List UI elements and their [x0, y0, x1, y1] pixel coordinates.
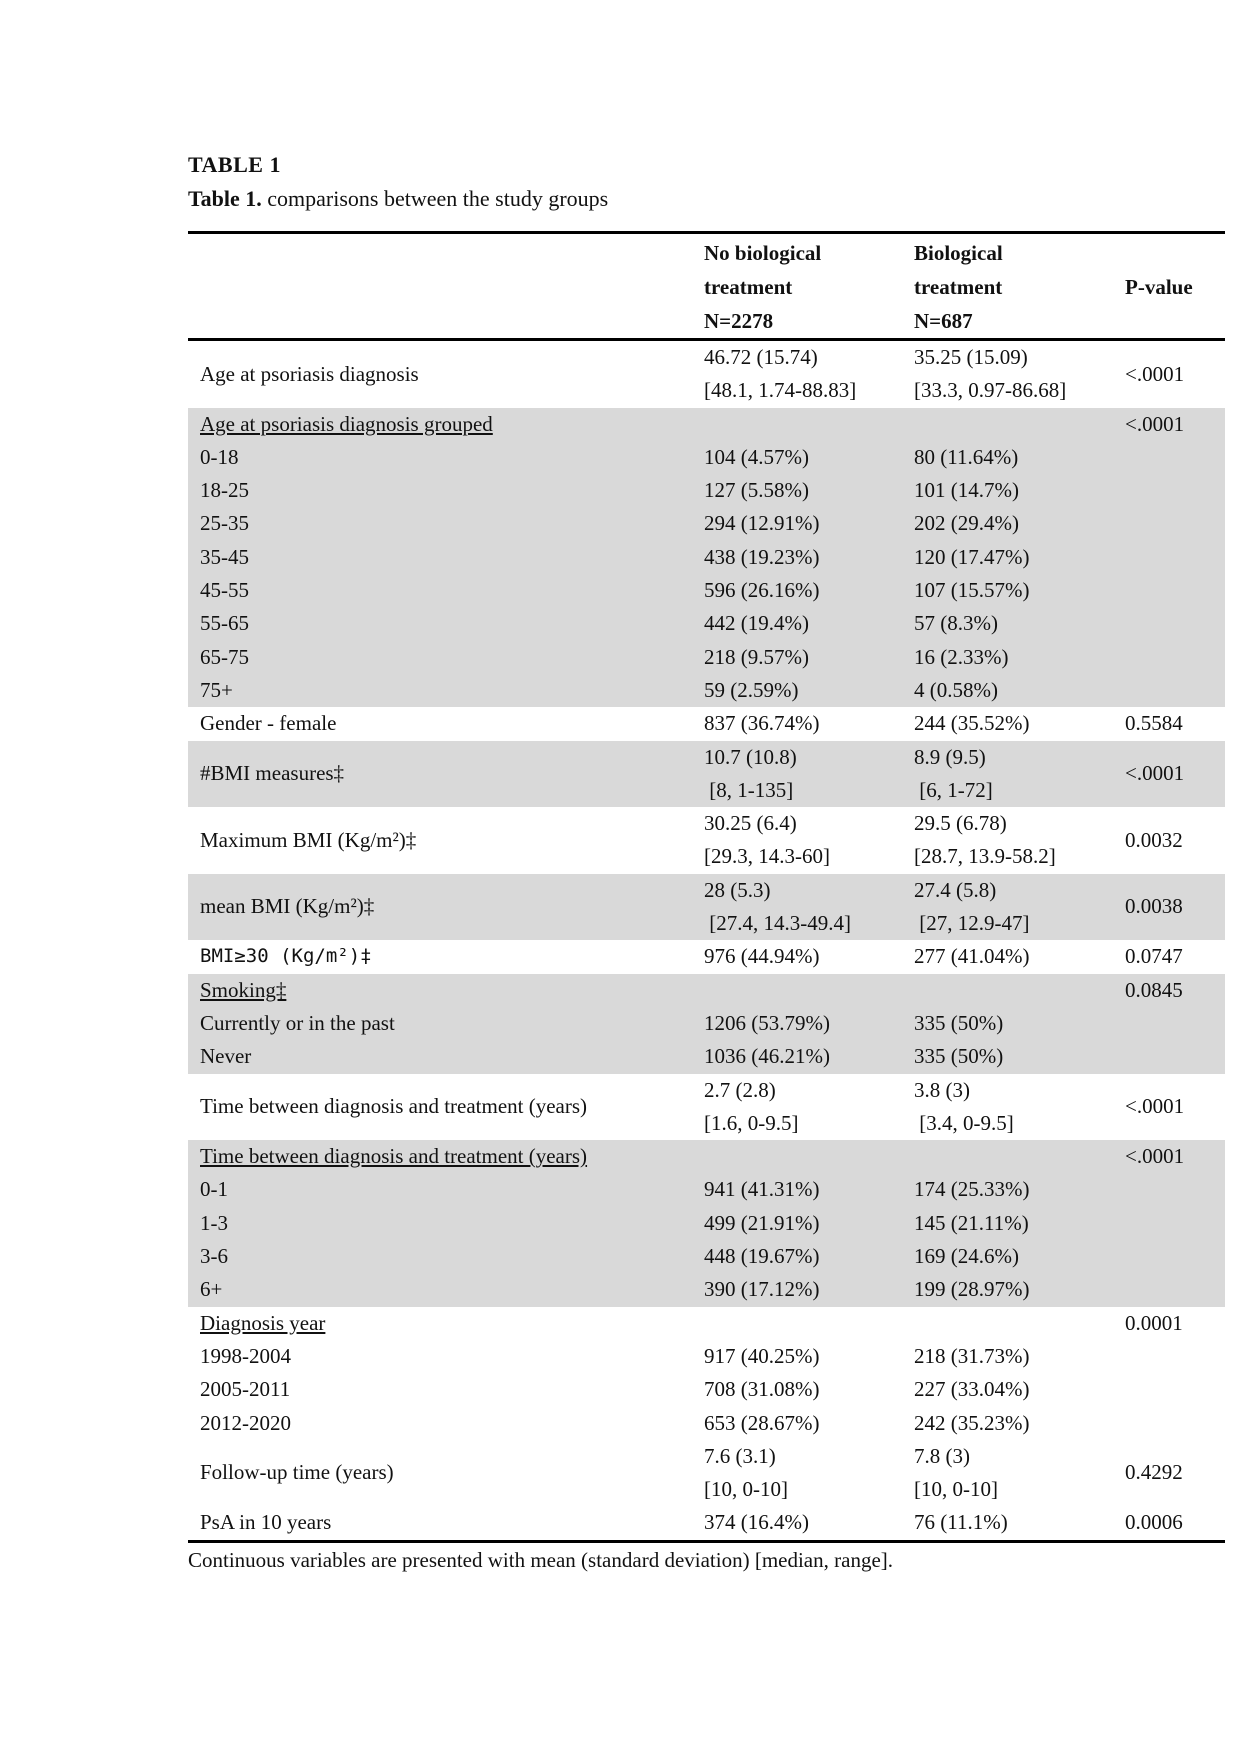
table-row — [188, 807, 1225, 874]
row-label: Diagnosis year — [200, 1310, 326, 1335]
row-label: Time between diagnosis and treatment (years) — [200, 1094, 588, 1119]
cell-pvalue: 0.0747 — [1125, 944, 1183, 969]
table-row — [188, 541, 1225, 574]
row-label: Never — [200, 1044, 252, 1069]
table-label: TABLE 1 — [188, 152, 281, 177]
cell-biological: 145 (21.11%) — [914, 1210, 1029, 1235]
table-row — [188, 1173, 1225, 1206]
cell-no-biological: 1036 (46.21%) — [704, 1044, 830, 1069]
table-section — [188, 807, 1225, 874]
table-row — [188, 341, 1225, 408]
row-label: 1998-2004 — [200, 1343, 291, 1368]
cell-pvalue: 0.4292 — [1125, 1460, 1183, 1485]
table-row — [188, 1440, 1225, 1507]
table-row — [188, 674, 1225, 707]
cell-no-biological: 917 (40.25%) — [704, 1343, 820, 1368]
cell-biological: 202 (29.4%) — [914, 511, 1019, 536]
cell-biological: [10, 0-10] — [914, 1477, 998, 1502]
comparison-table — [188, 231, 1225, 1543]
table-title-bold: Table 1. — [188, 186, 262, 211]
cell-pvalue: 0.0038 — [1125, 894, 1183, 919]
row-label: 65-75 — [200, 644, 249, 669]
cell-no-biological: 837 (36.74%) — [704, 711, 820, 736]
cell-biological: [3.4, 0-9.5] — [914, 1110, 1014, 1135]
cell-no-biological: [29.3, 14.3-60] — [704, 844, 830, 869]
table-header — [188, 234, 1225, 341]
row-label: BMI≥30 (Kg/m²)‡ — [200, 945, 372, 968]
cell-biological: 80 (11.64%) — [914, 444, 1019, 469]
cell-biological: 76 (11.1%) — [914, 1510, 1008, 1535]
table-section — [188, 1074, 1225, 1141]
row-label: 2012-2020 — [200, 1410, 291, 1435]
row-label: #BMI measures‡ — [200, 761, 345, 786]
cell-biological: 218 (31.73%) — [914, 1343, 1030, 1368]
row-label: Follow-up time (years) — [200, 1460, 394, 1485]
cell-pvalue: 0.0001 — [1125, 1310, 1183, 1335]
row-label: Age at psoriasis diagnosis grouped — [200, 411, 493, 436]
cell-biological: 227 (33.04%) — [914, 1377, 1030, 1402]
header-line: N=2278 — [704, 309, 774, 333]
cell-biological: 57 (8.3%) — [914, 611, 998, 636]
table-row — [188, 574, 1225, 607]
table-row — [188, 1040, 1225, 1073]
row-label: Currently or in the past — [200, 1010, 395, 1035]
cell-pvalue: 0.0032 — [1125, 827, 1183, 852]
cell-no-biological: 390 (17.12%) — [704, 1277, 820, 1302]
table-section — [188, 1307, 1225, 1440]
table-section — [188, 974, 1225, 1074]
table-section — [188, 707, 1225, 740]
table-title-text: comparisons between the study groups — [261, 186, 609, 211]
header-pvalue: P-value — [1125, 275, 1193, 299]
cell-biological: [33.3, 0.97-86.68] — [914, 378, 1067, 403]
table-row — [188, 1240, 1225, 1273]
table-row — [188, 408, 1225, 441]
cell-pvalue: <.0001 — [1125, 1144, 1185, 1169]
table-row — [188, 441, 1225, 474]
cell-pvalue: <.0001 — [1125, 1094, 1185, 1119]
cell-biological: 27.4 (5.8) — [914, 877, 997, 902]
table-section — [188, 874, 1225, 941]
cell-no-biological: [8, 1-135] — [704, 777, 794, 802]
footnote: Continuous variables are presented with mean (standard deviation) [median, range]. — [188, 1548, 894, 1572]
table-row — [188, 874, 1225, 941]
cell-biological: 4 (0.58%) — [914, 677, 998, 702]
cell-pvalue: <.0001 — [1125, 761, 1185, 786]
row-label: 6+ — [200, 1277, 223, 1302]
row-label: Age at psoriasis diagnosis — [200, 361, 419, 386]
table-section — [188, 341, 1225, 408]
cell-pvalue: <.0001 — [1125, 411, 1185, 436]
cell-biological: 35.25 (15.09) — [914, 345, 1028, 369]
cell-no-biological: 374 (16.4%) — [704, 1510, 809, 1535]
table-row — [188, 1373, 1225, 1406]
cell-biological: 277 (41.04%) — [914, 944, 1030, 969]
cell-biological: [28.7, 13.9-58.2] — [914, 844, 1056, 869]
cell-pvalue: 0.0006 — [1125, 1510, 1183, 1535]
row-label: mean BMI (Kg/m²)‡ — [200, 894, 375, 919]
table-row — [188, 940, 1225, 973]
table-row — [188, 1074, 1225, 1141]
cell-no-biological: [1.6, 0-9.5] — [704, 1110, 799, 1135]
table-section — [188, 1506, 1225, 1539]
row-label: Maximum BMI (Kg/m²)‡ — [200, 827, 417, 852]
cell-biological: 335 (50%) — [914, 1010, 1004, 1035]
cell-no-biological: 30.25 (6.4) — [704, 811, 797, 836]
row-label: 0-1 — [200, 1177, 228, 1202]
cell-no-biological: 7.6 (3.1) — [704, 1443, 776, 1468]
table-section — [188, 741, 1225, 808]
cell-no-biological: 2.7 (2.8) — [704, 1077, 776, 1102]
row-label: 45-55 — [200, 578, 249, 603]
table-row — [188, 1307, 1225, 1340]
cell-biological: 3.8 (3) — [914, 1077, 970, 1102]
cell-biological: 7.8 (3) — [914, 1443, 970, 1468]
cell-no-biological: 218 (9.57%) — [704, 644, 809, 669]
cell-no-biological: [10, 0-10] — [704, 1477, 788, 1502]
cell-no-biological: 442 (19.4%) — [704, 611, 809, 636]
row-label: 1-3 — [200, 1210, 228, 1235]
row-label: Time between diagnosis and treatment (years) — [200, 1144, 588, 1169]
cell-biological: 120 (17.47%) — [914, 544, 1030, 569]
cell-no-biological: 976 (44.94%) — [704, 944, 820, 969]
header-line: treatment — [704, 275, 793, 299]
header-biological — [914, 236, 1003, 338]
row-label: 25-35 — [200, 511, 249, 536]
cell-no-biological: 708 (31.08%) — [704, 1377, 820, 1402]
table-row — [188, 1140, 1225, 1173]
cell-biological: 101 (14.7%) — [914, 478, 1019, 503]
row-label: 35-45 — [200, 544, 249, 569]
row-label: 2005-2011 — [200, 1377, 291, 1402]
table-row — [188, 1207, 1225, 1240]
table-row — [188, 1407, 1225, 1440]
table-title — [188, 186, 608, 212]
table-section — [188, 1440, 1225, 1507]
cell-no-biological: 1206 (53.79%) — [704, 1010, 830, 1035]
cell-no-biological: 499 (21.91%) — [704, 1210, 820, 1235]
header-no-biological — [704, 236, 821, 338]
header-line: treatment — [914, 275, 1003, 299]
cell-no-biological: 448 (19.67%) — [704, 1244, 820, 1269]
cell-no-biological: 294 (12.91%) — [704, 511, 820, 536]
cell-no-biological: 127 (5.58%) — [704, 478, 809, 503]
table-row — [188, 1273, 1225, 1306]
header-line: No biological — [704, 241, 822, 265]
row-label: Smoking‡ — [200, 977, 287, 1002]
cell-biological: 8.9 (9.5) — [914, 744, 986, 769]
cell-biological: 174 (25.33%) — [914, 1177, 1030, 1202]
cell-no-biological: [27.4, 14.3-49.4] — [704, 911, 851, 936]
cell-biological: [27, 12.9-47] — [914, 911, 1030, 936]
cell-biological: 107 (15.57%) — [914, 578, 1030, 603]
table-body — [188, 341, 1225, 1540]
cell-biological: [6, 1-72] — [914, 777, 993, 802]
cell-pvalue: <.0001 — [1125, 361, 1185, 386]
cell-no-biological: 653 (28.67%) — [704, 1410, 820, 1435]
row-label: 18-25 — [200, 478, 249, 503]
row-label: PsA in 10 years — [200, 1510, 332, 1535]
cell-biological: 29.5 (6.78) — [914, 811, 1007, 836]
row-label: 3-6 — [200, 1244, 228, 1269]
cell-no-biological: [48.1, 1.74-88.83] — [704, 378, 857, 403]
cell-no-biological: 596 (26.16%) — [704, 578, 820, 603]
table-row — [188, 607, 1225, 640]
cell-no-biological: 46.72 (15.74) — [704, 345, 818, 369]
cell-no-biological: 941 (41.31%) — [704, 1177, 820, 1202]
cell-biological: 335 (50%) — [914, 1044, 1004, 1069]
cell-biological: 16 (2.33%) — [914, 644, 1009, 669]
table-section — [188, 408, 1225, 708]
cell-biological: 169 (24.6%) — [914, 1244, 1019, 1269]
row-label: 75+ — [200, 677, 233, 702]
cell-no-biological: 438 (19.23%) — [704, 544, 820, 569]
table-row — [188, 974, 1225, 1007]
table-section — [188, 1140, 1225, 1306]
header-line: Biological — [914, 241, 1003, 265]
row-label: 55-65 — [200, 611, 249, 636]
table-row — [188, 1340, 1225, 1373]
cell-biological: 199 (28.97%) — [914, 1277, 1030, 1302]
row-label: Gender - female — [200, 711, 337, 736]
cell-pvalue: 0.0845 — [1125, 977, 1183, 1002]
table-row — [188, 1007, 1225, 1040]
table-row — [188, 707, 1225, 740]
table-section — [188, 940, 1225, 973]
table-row — [188, 741, 1225, 808]
header-line: N=687 — [914, 309, 973, 333]
table-row — [188, 1506, 1225, 1539]
cell-no-biological: 104 (4.57%) — [704, 444, 809, 469]
cell-biological: 242 (35.23%) — [914, 1410, 1030, 1435]
cell-pvalue: 0.5584 — [1125, 711, 1183, 736]
table-row — [188, 474, 1225, 507]
table-row — [188, 507, 1225, 540]
cell-biological: 244 (35.52%) — [914, 711, 1030, 736]
cell-no-biological: 10.7 (10.8) — [704, 744, 797, 769]
cell-no-biological: 28 (5.3) — [704, 877, 771, 902]
cell-no-biological: 59 (2.59%) — [704, 677, 799, 702]
table-row — [188, 641, 1225, 674]
row-label: 0-18 — [200, 444, 239, 469]
